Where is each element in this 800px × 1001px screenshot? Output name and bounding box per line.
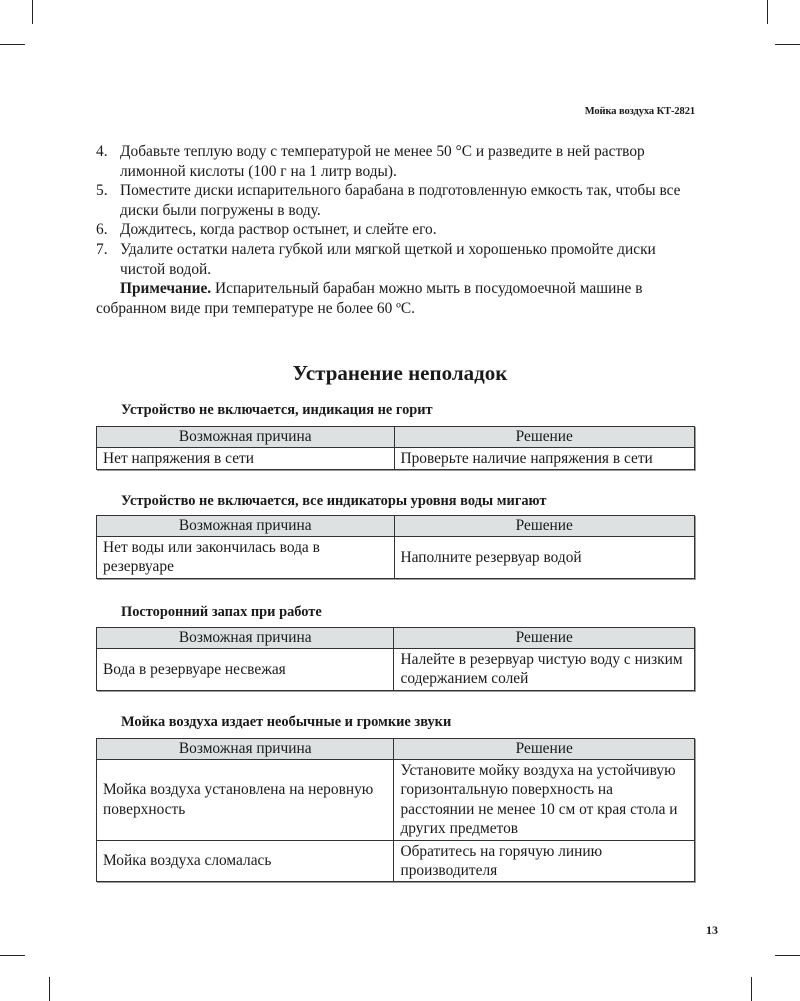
cell-solution: Наполните резервуар водой	[394, 537, 695, 579]
header-solution: Решение	[394, 516, 695, 537]
crop-mark	[775, 44, 800, 45]
table-header-row	[97, 427, 695, 448]
troubleshooting-table	[96, 738, 695, 882]
step-text: Удалите остатки налета губкой или мягкой щеткой и хорошенько промойте диски чистой водой.	[120, 240, 656, 278]
cell-solution: Обратитесь на горячую линию производителя	[394, 840, 695, 882]
step-number: 4.	[96, 143, 108, 160]
troubleshooting-table	[96, 426, 695, 470]
table-row	[97, 448, 695, 470]
table-row	[97, 760, 695, 841]
note-paragraph	[96, 279, 696, 318]
crop-mark	[32, 0, 33, 24]
crop-mark	[767, 0, 768, 24]
table-row	[97, 537, 695, 579]
crop-mark	[775, 955, 800, 956]
note-text: Испарительный барабан можно мыть в посудомоечной машине в собранном виде при температуре не более 60 ºС.	[96, 280, 643, 317]
cell-cause: Нет напряжения в сети	[97, 448, 395, 470]
table-header-row	[97, 516, 695, 537]
issue-title: Устройство не включается, все индикаторы уровня воды мигают	[121, 493, 547, 509]
crop-mark	[0, 44, 25, 45]
crop-mark	[0, 955, 25, 956]
step-item	[96, 181, 696, 220]
table-row	[97, 840, 695, 882]
troubleshooting-table	[96, 627, 695, 691]
crop-mark	[49, 977, 50, 1001]
step-item	[96, 240, 696, 279]
cell-solution: Налейте в резервуар чистую воду с низким содержанием солей	[394, 649, 695, 691]
troubleshooting-table	[96, 515, 695, 579]
page-number: 13	[706, 923, 718, 937]
cell-solution: Проверьте наличие напряжения в сети	[394, 448, 695, 470]
header-cause: Возможная причина	[97, 628, 394, 649]
cleaning-steps	[96, 142, 696, 279]
step-item	[96, 220, 696, 240]
note-label: Примечание.	[120, 280, 212, 298]
header-solution: Решение	[394, 628, 695, 649]
step-number: 7.	[96, 240, 108, 258]
issue-title: Мойка воздуха издает необычные и громкие звуки	[121, 714, 452, 730]
table-header-row	[97, 628, 695, 649]
instructions	[96, 142, 696, 318]
header-solution: Решение	[394, 739, 695, 760]
step-number: 5.	[96, 182, 108, 200]
header-cause: Возможная причина	[97, 516, 395, 537]
step-text: Дождитесь, когда раствор остынет, и слейте его.	[120, 221, 437, 239]
crop-mark	[751, 977, 752, 1001]
header-cause: Возможная причина	[97, 427, 395, 448]
table-header-row	[97, 739, 695, 760]
issue-title: Посторонний запах при работе	[121, 604, 322, 620]
step-text: Поместите диски испарительного барабана в подготовленную емкость так, чтобы все диски были погружены в воду.	[120, 182, 681, 219]
cell-solution: Установите мойку воздуха на устойчивую горизонтальную поверхность на расстоянии не менее 10 см от края стола и других предметов	[394, 760, 695, 841]
step-item	[96, 142, 696, 181]
cell-cause: Мойка воздуха установлена на неровную поверхность	[97, 760, 394, 841]
cell-cause: Нет воды или закончилась вода в резервуаре	[97, 537, 395, 579]
step-text: Добавьте теплую воду с температурой не менее 50 °С и разведите в ней раствор лимонной кислоты (100 г на 1 литр воды).	[120, 143, 645, 180]
section-title: Устранение неполадок	[292, 361, 508, 385]
cell-cause: Вода в резервуаре несвежая	[97, 649, 394, 691]
header-cause: Возможная причина	[97, 739, 394, 760]
step-number: 6.	[96, 221, 108, 239]
table-row	[97, 649, 695, 691]
header-solution: Решение	[394, 427, 695, 448]
issue-title: Устройство не включается, индикация не горит	[121, 402, 433, 418]
running-head: Мойка воздуха КТ-2821	[584, 106, 695, 117]
cell-cause: Мойка воздуха сломалась	[97, 840, 394, 882]
